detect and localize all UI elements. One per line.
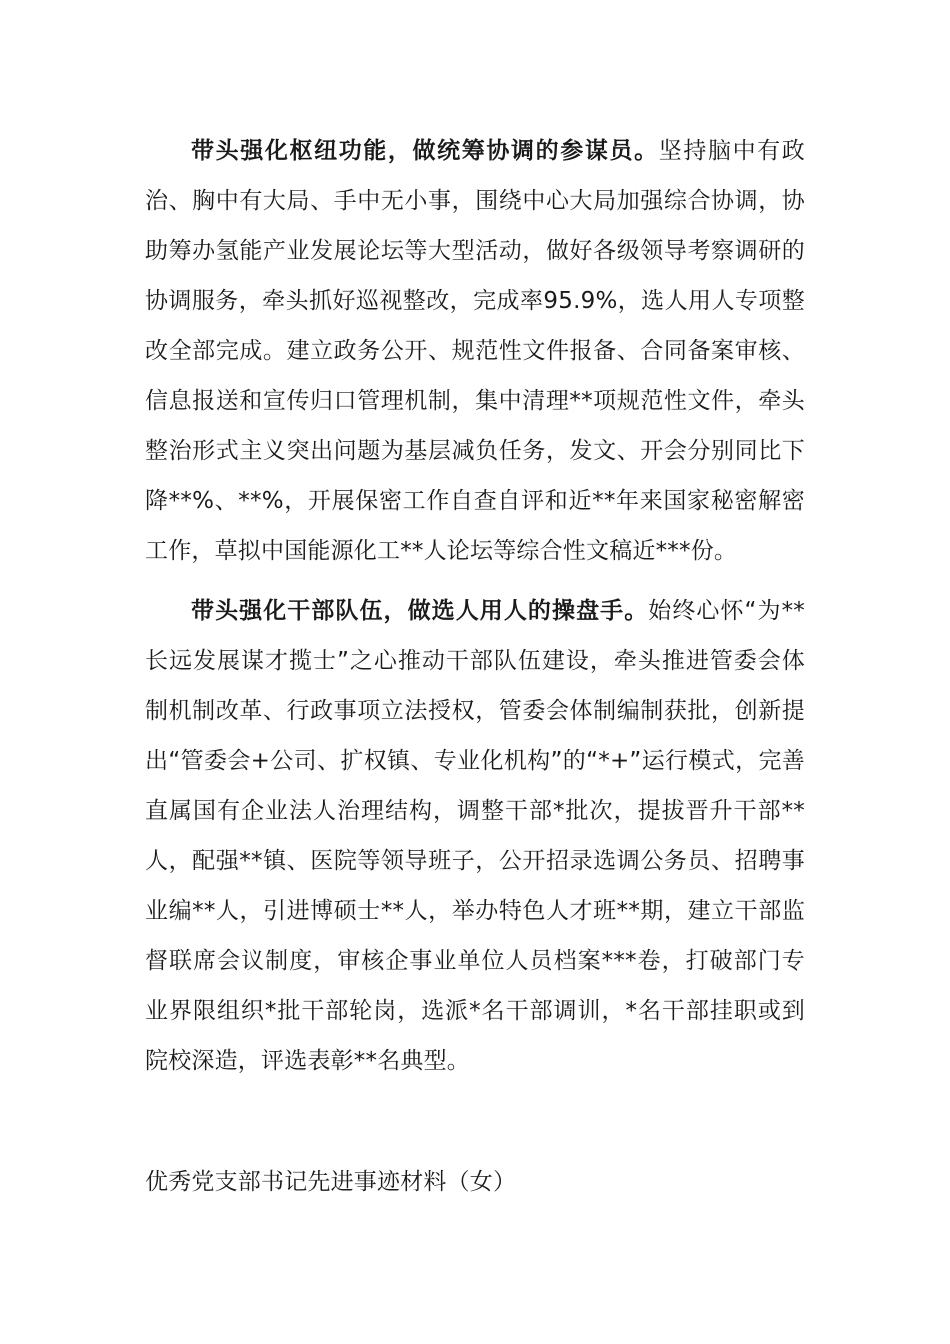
- paragraph-cadre-team: [145, 586, 805, 1086]
- paragraph-lead: 带头强化干部队伍，做选人用人的操盘手。: [191, 598, 649, 624]
- document-body: [145, 126, 805, 1086]
- paragraph-text: 始终心怀“为**长远发展谋才揽士”之心推动干部队伍建设，牵头推进管委会体制机制改革、行政事项立法授权，管委会体制编制获批，创新提出“管委会+公司、扩权镇、专业化机构”的“*+”运行模式，完善直属国有企业法人治理结构，调整干部*批次，提拔晋升干部**人，配强**镇、医院等领导班子，公开招录选调公务员、招聘事业编**人，引进博硕士**人，举办特色人才班**期，建立干部监督联席会议制度，审核企事业单位人员档案***卷，打破部门专业界限组织*批干部轮岗，选派*名干部调训，*名干部挂职或到院校深造，评选表彰**名典型。: [145, 598, 805, 1074]
- next-document-title: 优秀党支部书记先进事迹材料（女）: [145, 1169, 517, 1195]
- paragraph-text: 坚持脑中有政治、胸中有大局、手中无小事，围绕中心大局加强综合协调，协助筹办氢能产业发展论坛等大型活动，做好各级领导考察调研的协调服务，牵头抓好巡视整改，完成率95.9%，选人用人专项整改全部完成。建立政务公开、规范性文件报备、合同备案审核、信息报送和宣传归口管理机制，集中清理**项规范性文件，牵头整治形式主义突出问题为基层减负任务，发文、开会分别同比下降**%、**%，开展保密工作自查自评和近**年来国家秘密解密工作，草拟中国能源化工**人论坛等综合性文稿近***份。: [145, 138, 805, 564]
- paragraph-coordination: [145, 126, 805, 576]
- paragraph-lead: 带头强化枢纽功能，做统筹协调的参谋员。: [191, 138, 659, 164]
